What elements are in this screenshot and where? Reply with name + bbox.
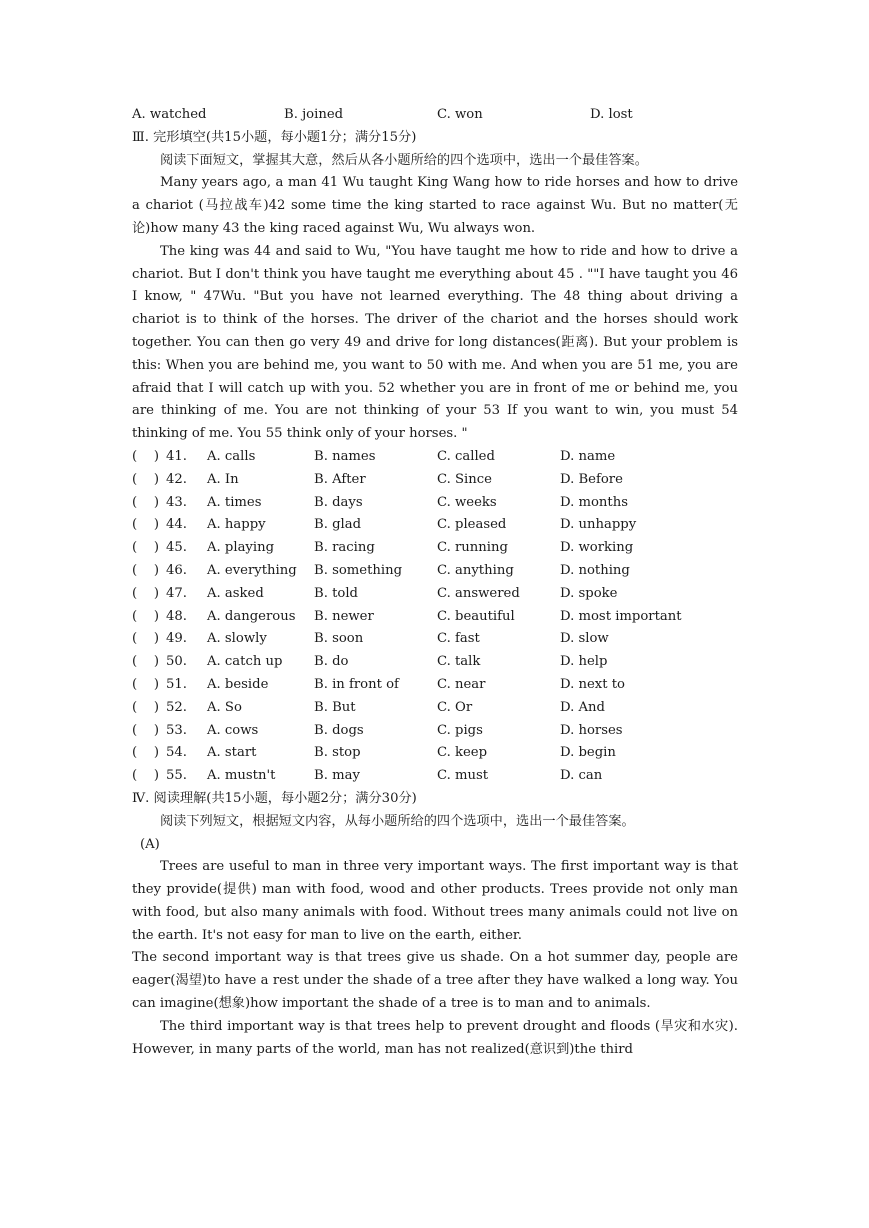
- section-4-instruction: 阅读下列短文，根据短文内容，从每小题所给的四个选项中，选出一个最佳答案。: [160, 813, 635, 829]
- answer-blank[interactable]: ( ): [132, 517, 160, 533]
- question-row: [132, 446, 738, 469]
- option-a: A. In: [207, 471, 239, 487]
- option-a: A. times: [207, 494, 262, 510]
- question-row: [132, 742, 738, 765]
- exam-page: [132, 104, 738, 1061]
- question-number: 52.: [166, 699, 187, 715]
- option-b: B. do: [314, 654, 349, 670]
- reading-paragraph-1-text: Trees are useful to man in three very important ways. The first important way is that they provide(提供) man with food, wood and other products. Trees provide not only man with food, but also many animals with food. Without trees many animals could not live on the earth. It's not easy for man to live on the earth, either.: [132, 859, 738, 943]
- option-a: A. So: [207, 699, 242, 715]
- question-row: [132, 537, 738, 560]
- option-d: D. horses: [560, 722, 623, 738]
- section-3-instruction: 阅读下面短文，掌握其大意，然后从各小题所给的四个选项中，选出一个最佳答案。: [160, 152, 648, 168]
- question-number: 46.: [166, 562, 187, 578]
- answer-blank[interactable]: ( ): [132, 631, 160, 647]
- option-b: B. glad: [314, 517, 362, 533]
- option-d: D. most important: [560, 608, 682, 624]
- option-a: A. mustn't: [207, 768, 276, 784]
- option-c: C. Since: [437, 471, 492, 487]
- option-b: B. days: [314, 494, 363, 510]
- option-b: B. joined: [284, 107, 344, 122]
- option-d: D. lost: [590, 107, 633, 122]
- answer-blank[interactable]: ( ): [132, 608, 160, 624]
- option-b: B. racing: [314, 540, 375, 556]
- answer-blank[interactable]: ( ): [132, 585, 160, 601]
- option-c: C. weeks: [437, 494, 497, 510]
- option-b: B. something: [314, 562, 403, 578]
- option-a: A. happy: [207, 517, 266, 533]
- section-4-heading: Ⅳ. 阅读理解(共15小题，每小题2分；满分30分): [132, 790, 417, 806]
- answer-blank[interactable]: ( ): [132, 768, 160, 784]
- question-row: [132, 765, 738, 788]
- answer-blank[interactable]: ( ): [132, 699, 160, 715]
- option-a: A. slowly: [207, 631, 267, 647]
- question-number: 45.: [166, 540, 187, 556]
- option-c: C. talk: [437, 654, 481, 670]
- option-a: A. catch up: [207, 654, 283, 670]
- question-row: [132, 651, 738, 674]
- option-d: D. name: [560, 448, 616, 464]
- option-c: C. Or: [437, 699, 473, 715]
- option-c: C. pleased: [437, 517, 507, 533]
- answer-blank[interactable]: ( ): [132, 654, 160, 670]
- answer-blank[interactable]: ( ): [132, 676, 160, 692]
- question-number: 44.: [166, 517, 187, 533]
- option-a: A. beside: [207, 676, 269, 692]
- previous-question-options: [132, 104, 738, 127]
- option-a: A. calls: [207, 448, 256, 464]
- answer-blank[interactable]: ( ): [132, 722, 160, 738]
- option-d: D. Before: [560, 471, 623, 487]
- option-d: D. nothing: [560, 562, 630, 578]
- option-c: C. called: [437, 448, 495, 464]
- option-b: B. newer: [314, 608, 374, 624]
- option-b: B. in front of: [314, 676, 399, 692]
- option-c: C. must: [437, 768, 489, 784]
- option-c: C. won: [437, 107, 483, 122]
- question-row: [132, 697, 738, 720]
- option-d: D. slow: [560, 631, 609, 647]
- question-row: [132, 469, 738, 492]
- reading-paragraph-2-text: The second important way is that trees give us shade. On a hot summer day, people are eager(渴望)to have a rest under the shade of a tree after they have walked a long way. You can imagine(想象)how important the shade of a tree is to man and to animals.: [132, 950, 738, 1012]
- option-c: C. fast: [437, 631, 480, 647]
- option-b: B. told: [314, 585, 358, 601]
- question-number: 42.: [166, 471, 187, 487]
- option-c: C. anything: [437, 562, 514, 578]
- question-row: [132, 628, 738, 651]
- reading-paragraph-1: [132, 856, 738, 947]
- question-row: [132, 606, 738, 629]
- answer-blank[interactable]: ( ): [132, 471, 160, 487]
- option-a: A. watched: [132, 107, 207, 122]
- question-row: [132, 560, 738, 583]
- option-d: D. spoke: [560, 585, 618, 601]
- option-d: D. help: [560, 654, 608, 670]
- option-d: D. And: [560, 699, 605, 715]
- cloze-paragraph-2: The king was 44 and said to Wu, "You have taught me how to ride and how to drive a chariot. But I don't think you have taught me everything about 45 . ""I have taught you 46 I know, " 47Wu. "But you have not learned everything. The 48 thing about driving a chariot is to think of the horses. The driver of the chariot and the horses should work together. You can then go very 49 and drive for long distances(距离). But your problem is this: When you are behind me, you want to 50 with me. And when you are 51 me, you are afraid that I will catch up with you. 52 whether you are in front of me or behind me, you are thinking of me. You are not thinking of your 53 If you want to win, you must 54 thinking of me. You 55 think only of your horses. ": [132, 243, 738, 442]
- reading-paragraph-2: [132, 947, 738, 1015]
- cloze-question-list: [132, 446, 738, 788]
- option-a: A. dangerous: [207, 608, 296, 624]
- question-number: 47.: [166, 585, 187, 601]
- question-number: 53.: [166, 722, 187, 738]
- option-c: C. pigs: [437, 722, 483, 738]
- option-d: D. can: [560, 768, 603, 784]
- answer-blank[interactable]: ( ): [132, 494, 160, 510]
- question-row: [132, 674, 738, 697]
- option-c: C. answered: [437, 585, 520, 601]
- option-c: C. running: [437, 540, 508, 556]
- option-c: C. near: [437, 676, 486, 692]
- answer-blank[interactable]: ( ): [132, 745, 160, 761]
- question-number: 41.: [166, 448, 187, 464]
- question-row: [132, 492, 738, 515]
- reading-paragraph-3: [132, 1016, 738, 1062]
- question-number: 48.: [166, 608, 187, 624]
- answer-blank[interactable]: ( ): [132, 448, 160, 464]
- option-d: D. months: [560, 494, 628, 510]
- answer-blank[interactable]: ( ): [132, 562, 160, 578]
- option-b: B. soon: [314, 631, 364, 647]
- question-number: 43.: [166, 494, 187, 510]
- option-b: B. But: [314, 699, 356, 715]
- question-number: 51.: [166, 676, 187, 692]
- passage-a-label: (A): [140, 836, 160, 852]
- option-b: B. names: [314, 448, 376, 464]
- question-number: 50.: [166, 654, 187, 670]
- option-a: A. everything: [207, 562, 297, 578]
- option-d: D. next to: [560, 676, 625, 692]
- question-row: [132, 583, 738, 606]
- question-row: [132, 514, 738, 537]
- option-a: A. playing: [207, 540, 275, 556]
- option-b: B. stop: [314, 745, 361, 761]
- option-b: B. After: [314, 471, 366, 487]
- question-row: [132, 720, 738, 743]
- reading-paragraph-3-text: The third important way is that trees help to prevent drought and floods (旱灾和水灾). However, in many parts of the world, man has not realized(意识到)the third: [132, 1018, 738, 1057]
- option-d: D. unhappy: [560, 517, 637, 533]
- option-a: A. start: [207, 745, 257, 761]
- question-number: 55.: [166, 768, 187, 784]
- option-a: A. asked: [207, 585, 264, 601]
- section-3-heading: Ⅲ. 完形填空(共15小题，每小题1分；满分15分): [132, 129, 417, 145]
- cloze-paragraph-1: Many years ago, a man 41 Wu taught King Wang how to ride horses and how to drive a chariot (马拉战车)42 some time the king started to race against Wu. But no matter(无论)how many 43 the king raced against Wu, Wu always won.: [132, 175, 738, 236]
- option-b: B. dogs: [314, 722, 364, 738]
- option-c: C. beautiful: [437, 608, 515, 624]
- option-a: A. cows: [207, 722, 259, 738]
- option-d: D. working: [560, 540, 634, 556]
- option-d: D. begin: [560, 745, 616, 761]
- question-number: 49.: [166, 631, 187, 647]
- question-number: 54.: [166, 745, 187, 761]
- option-c: C. keep: [437, 745, 488, 761]
- answer-blank[interactable]: ( ): [132, 540, 160, 556]
- option-b: B. may: [314, 768, 360, 784]
